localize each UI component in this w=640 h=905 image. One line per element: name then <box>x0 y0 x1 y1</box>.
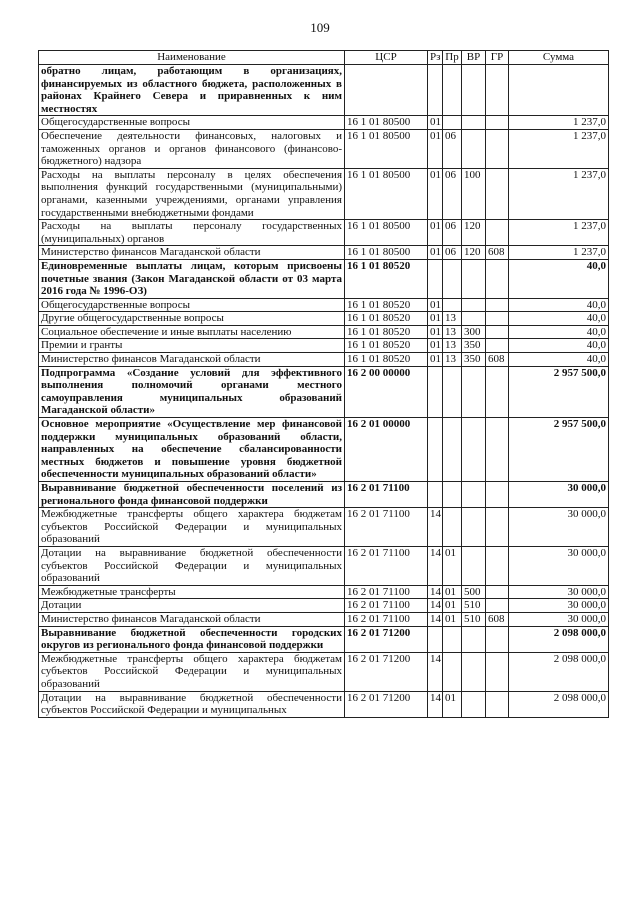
cell-sum: 40,0 <box>509 298 609 312</box>
cell-name: обратно лицам, работающим в организациях, финансируемых из областного бюджета, расположенных в районах Крайнего Севера и приравненных к ним местностях <box>39 65 345 116</box>
cell-vr <box>462 259 486 298</box>
cell-gr <box>486 129 509 168</box>
cell-gr <box>486 168 509 219</box>
cell-gr <box>486 599 509 613</box>
cell-sum: 40,0 <box>509 259 609 298</box>
cell-gr <box>486 626 509 652</box>
cell-sum: 2 098 000,0 <box>509 626 609 652</box>
cell-pr: 01 <box>443 691 462 717</box>
cell-vr <box>462 691 486 717</box>
cell-name: Дотации <box>39 599 345 613</box>
cell-pr: 06 <box>443 129 462 168</box>
cell-vr: 350 <box>462 353 486 367</box>
cell-sum: 1 237,0 <box>509 116 609 130</box>
table-row <box>39 65 609 116</box>
cell-rz: 01 <box>428 116 443 130</box>
cell-vr <box>462 626 486 652</box>
cell-rz <box>428 259 443 298</box>
cell-vr: 100 <box>462 168 486 219</box>
cell-gr <box>486 312 509 326</box>
cell-vr <box>462 298 486 312</box>
cell-gr <box>486 259 509 298</box>
cell-rz: 01 <box>428 325 443 339</box>
cell-sum: 1 237,0 <box>509 168 609 219</box>
cell-name: Другие общегосударственные вопросы <box>39 312 345 326</box>
cell-pr <box>443 116 462 130</box>
header-sum: Сумма <box>509 51 609 65</box>
cell-vr <box>462 508 486 547</box>
cell-pr: 06 <box>443 220 462 246</box>
table-row <box>39 353 609 367</box>
cell-vr: 300 <box>462 325 486 339</box>
cell-vr <box>462 546 486 585</box>
cell-vr: 120 <box>462 246 486 260</box>
cell-pr <box>443 652 462 691</box>
cell-name: Межбюджетные трансферты общего характера бюджетам субъектов Российской Федерации и муниципальных образований <box>39 508 345 547</box>
cell-sum: 1 237,0 <box>509 220 609 246</box>
cell-csr: 16 1 01 80500 <box>345 116 428 130</box>
cell-csr: 16 2 01 71200 <box>345 691 428 717</box>
cell-vr <box>462 129 486 168</box>
table-row <box>39 585 609 599</box>
table-row <box>39 312 609 326</box>
cell-sum: 2 957 500,0 <box>509 366 609 417</box>
cell-rz <box>428 626 443 652</box>
cell-gr <box>486 366 509 417</box>
table-row <box>39 168 609 219</box>
cell-gr: 608 <box>486 353 509 367</box>
cell-pr: 13 <box>443 339 462 353</box>
cell-gr <box>486 116 509 130</box>
cell-csr: 16 1 01 80500 <box>345 129 428 168</box>
cell-csr: 16 1 01 80520 <box>345 259 428 298</box>
cell-sum: 40,0 <box>509 353 609 367</box>
cell-name: Дотации на выравнивание бюджетной обеспеченности субъектов Российской Федерации и муниципальных <box>39 691 345 717</box>
table-row <box>39 612 609 626</box>
cell-pr <box>443 482 462 508</box>
cell-rz: 14 <box>428 546 443 585</box>
header-pr: Пр <box>443 51 462 65</box>
cell-csr: 16 2 01 71100 <box>345 546 428 585</box>
cell-name: Межбюджетные трансферты <box>39 585 345 599</box>
cell-rz: 01 <box>428 298 443 312</box>
cell-rz <box>428 366 443 417</box>
cell-name: Обеспечение деятельности финансовых, налоговых и таможенных органов и органов финансового (финансово-бюджетного) надзора <box>39 129 345 168</box>
cell-pr: 13 <box>443 325 462 339</box>
table-row <box>39 418 609 482</box>
cell-vr <box>462 65 486 116</box>
cell-gr <box>486 418 509 482</box>
table-row <box>39 652 609 691</box>
table-row <box>39 366 609 417</box>
cell-sum: 2 098 000,0 <box>509 691 609 717</box>
cell-name: Выравнивание бюджетной обеспеченности поселений из регионального фонда финансовой поддержки <box>39 482 345 508</box>
header-name: Наименование <box>39 51 345 65</box>
table-row <box>39 129 609 168</box>
cell-pr <box>443 298 462 312</box>
cell-sum: 40,0 <box>509 312 609 326</box>
cell-name: Министерство финансов Магаданской области <box>39 612 345 626</box>
cell-gr <box>486 508 509 547</box>
cell-name: Премии и гранты <box>39 339 345 353</box>
cell-gr <box>486 585 509 599</box>
cell-rz <box>428 65 443 116</box>
cell-gr <box>486 325 509 339</box>
cell-name: Общегосударственные вопросы <box>39 298 345 312</box>
cell-vr <box>462 116 486 130</box>
cell-csr: 16 1 01 80520 <box>345 298 428 312</box>
cell-vr <box>462 482 486 508</box>
cell-sum: 40,0 <box>509 339 609 353</box>
cell-sum: 30 000,0 <box>509 508 609 547</box>
cell-pr <box>443 259 462 298</box>
cell-pr: 01 <box>443 599 462 613</box>
cell-name: Выравнивание бюджетной обеспеченности городских округов из регионального фонда финансовой поддержки <box>39 626 345 652</box>
cell-name: Основное мероприятие «Осуществление мер финансовой поддержки муниципальных образований области, направленных на обеспечение сбалансированности местных бюджетов и повышение уровня бюджетной обеспеченности муниципальных образований области» <box>39 418 345 482</box>
cell-csr: 16 2 01 71200 <box>345 652 428 691</box>
cell-sum: 30 000,0 <box>509 585 609 599</box>
cell-vr: 120 <box>462 220 486 246</box>
cell-csr: 16 1 01 80520 <box>345 312 428 326</box>
cell-sum: 1 237,0 <box>509 129 609 168</box>
header-csr: ЦСР <box>345 51 428 65</box>
cell-rz: 14 <box>428 585 443 599</box>
cell-vr: 500 <box>462 585 486 599</box>
cell-name: Дотации на выравнивание бюджетной обеспеченности субъектов Российской Федерации и муниципальных образований <box>39 546 345 585</box>
table-row <box>39 246 609 260</box>
cell-pr: 13 <box>443 312 462 326</box>
cell-rz <box>428 418 443 482</box>
table-row <box>39 298 609 312</box>
cell-csr: 16 1 01 80520 <box>345 325 428 339</box>
cell-sum: 30 000,0 <box>509 482 609 508</box>
table-row <box>39 482 609 508</box>
cell-rz: 14 <box>428 612 443 626</box>
cell-pr <box>443 418 462 482</box>
cell-csr: 16 2 01 71100 <box>345 585 428 599</box>
cell-rz: 01 <box>428 246 443 260</box>
cell-name: Министерство финансов Магаданской области <box>39 246 345 260</box>
cell-gr: 608 <box>486 246 509 260</box>
cell-csr: 16 1 01 80500 <box>345 220 428 246</box>
cell-csr: 16 2 01 00000 <box>345 418 428 482</box>
cell-vr: 350 <box>462 339 486 353</box>
table-body <box>39 65 609 718</box>
cell-sum <box>509 65 609 116</box>
cell-pr <box>443 626 462 652</box>
cell-rz: 14 <box>428 652 443 691</box>
cell-gr <box>486 65 509 116</box>
cell-rz: 14 <box>428 599 443 613</box>
cell-rz: 01 <box>428 220 443 246</box>
cell-name: Расходы на выплаты персоналу государственных (муниципальных) органов <box>39 220 345 246</box>
cell-csr: 16 1 01 80500 <box>345 168 428 219</box>
header-rz: Рз <box>428 51 443 65</box>
cell-pr: 06 <box>443 168 462 219</box>
cell-pr: 01 <box>443 546 462 585</box>
cell-csr: 16 1 01 80500 <box>345 246 428 260</box>
cell-sum: 2 098 000,0 <box>509 652 609 691</box>
cell-name: Социальное обеспечение и иные выплаты населению <box>39 325 345 339</box>
table-row <box>39 626 609 652</box>
cell-gr <box>486 220 509 246</box>
cell-pr <box>443 65 462 116</box>
table-row <box>39 508 609 547</box>
cell-pr <box>443 366 462 417</box>
cell-rz: 01 <box>428 312 443 326</box>
cell-gr <box>486 339 509 353</box>
cell-csr: 16 1 01 80520 <box>345 339 428 353</box>
cell-rz <box>428 482 443 508</box>
table-row <box>39 599 609 613</box>
cell-csr: 16 1 01 80520 <box>345 353 428 367</box>
cell-rz: 01 <box>428 353 443 367</box>
cell-vr <box>462 312 486 326</box>
cell-sum: 30 000,0 <box>509 612 609 626</box>
cell-pr: 06 <box>443 246 462 260</box>
cell-sum: 1 237,0 <box>509 246 609 260</box>
cell-vr <box>462 366 486 417</box>
cell-csr: 16 2 01 71100 <box>345 599 428 613</box>
cell-gr <box>486 652 509 691</box>
cell-rz: 01 <box>428 129 443 168</box>
cell-csr: 16 2 01 71100 <box>345 508 428 547</box>
cell-gr <box>486 482 509 508</box>
header-gr: ГР <box>486 51 509 65</box>
page-number: 109 <box>310 20 330 35</box>
cell-sum: 2 957 500,0 <box>509 418 609 482</box>
cell-vr <box>462 652 486 691</box>
cell-csr <box>345 65 428 116</box>
cell-name: Межбюджетные трансферты общего характера бюджетам субъектов Российской Федерации и муниципальных образований <box>39 652 345 691</box>
table-row <box>39 546 609 585</box>
cell-pr: 01 <box>443 612 462 626</box>
table-row <box>39 339 609 353</box>
cell-rz: 14 <box>428 508 443 547</box>
cell-rz: 14 <box>428 691 443 717</box>
cell-vr <box>462 418 486 482</box>
table-row <box>39 259 609 298</box>
cell-gr <box>486 298 509 312</box>
table-header-row <box>39 51 609 65</box>
table-row <box>39 116 609 130</box>
table-row <box>39 691 609 717</box>
cell-gr: 608 <box>486 612 509 626</box>
cell-csr: 16 2 01 71100 <box>345 612 428 626</box>
cell-vr: 510 <box>462 612 486 626</box>
cell-sum: 30 000,0 <box>509 599 609 613</box>
cell-name: Расходы на выплаты персоналу в целях обеспечения выполнения функций государственными (муниципальными) органами, казенными учреждениями, органами управления государственными внебюджетными фондами <box>39 168 345 219</box>
cell-rz: 01 <box>428 339 443 353</box>
cell-pr: 01 <box>443 585 462 599</box>
cell-gr <box>486 546 509 585</box>
cell-name: Общегосударственные вопросы <box>39 116 345 130</box>
cell-csr: 16 2 00 00000 <box>345 366 428 417</box>
table-row <box>39 325 609 339</box>
header-vr: ВР <box>462 51 486 65</box>
cell-name: Единовременные выплаты лицам, которым присвоены почетные звания (Закон Магаданской области от 03 марта 2016 года № 1996-ОЗ) <box>39 259 345 298</box>
cell-vr: 510 <box>462 599 486 613</box>
cell-csr: 16 2 01 71200 <box>345 626 428 652</box>
table-row <box>39 220 609 246</box>
cell-name: Министерство финансов Магаданской области <box>39 353 345 367</box>
cell-gr <box>486 691 509 717</box>
cell-pr <box>443 508 462 547</box>
cell-pr: 13 <box>443 353 462 367</box>
cell-rz: 01 <box>428 168 443 219</box>
cell-sum: 30 000,0 <box>509 546 609 585</box>
cell-csr: 16 2 01 71100 <box>345 482 428 508</box>
budget-table <box>38 50 609 718</box>
cell-sum: 40,0 <box>509 325 609 339</box>
cell-name: Подпрограмма «Создание условий для эффективного выполнения полномочий органами местного самоуправления муниципальных образований Магаданской области» <box>39 366 345 417</box>
